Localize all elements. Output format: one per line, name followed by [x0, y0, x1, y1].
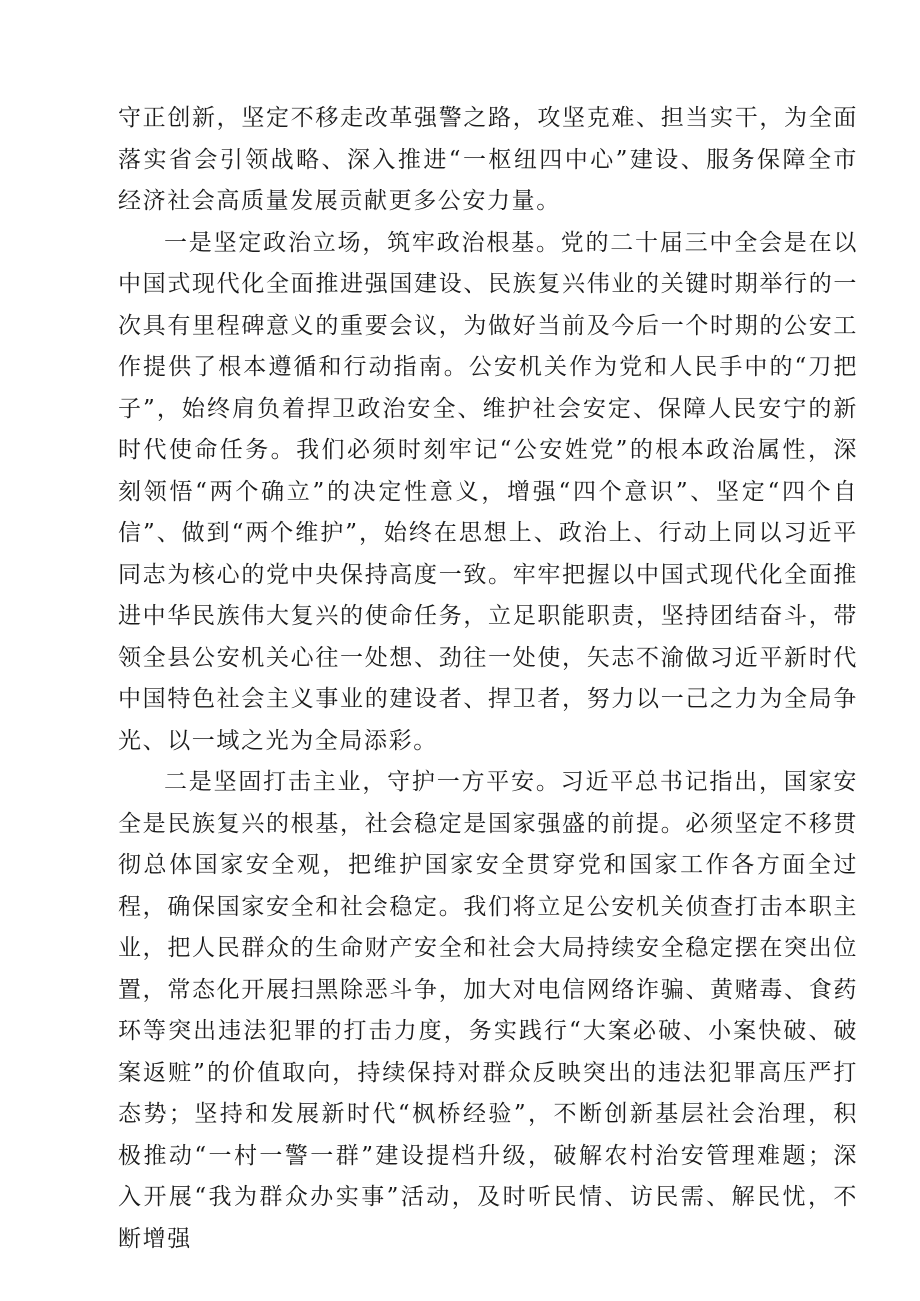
paragraph-continuation: 守正创新，坚定不移走改革强警之路，攻坚克难、担当实干，为全面落实省会引领战略、深入推进“一枢纽四中心”建设、服务保障全市经济社会高质量发展贡献更多公安力量。: [118, 105, 858, 214]
paragraph-crime-fighting: 二是坚固打击主业，守护一方平安。习近平总书记指出，国家安全是民族复兴的根基，社会稳定是国家强盛的前提。必须坚定不移贯彻总体国家安全观，把维护国家安全贯穿党和国家工作各方面全过程，确保国家安全和社会稳定。我们将立足公安机关侦查打击本职主业，把人民群众的生命财产安全和社会大局持续安全稳定摆在突出位置，常态化开展扫黑除恶斗争，加大对电信网络诈骗、黄赌毒、食药环等突出违法犯罪的打击力度，务实践行“大案必破、小案快破、破案返赃”的价值取向，持续保持对群众反映突出的违法犯罪高压严打态势；坚持和发展新时代“枫桥经验”，不断创新基层社会治理，积极推动“一村一警一群”建设提档升级，破解农村治安管理难题；深入开展“我为群众办实事”活动，及时听民情、访民需、解民忧，不断增强: [118, 769, 858, 1252]
document-body: [118, 98, 858, 1260]
paragraph-political-stance: 一是坚定政治立场，筑牢政治根基。党的二十届三中全会是在以中国式现代化全面推进强国建设、民族复兴伟业的关键时期举行的一次具有里程碑意义的重要会议，为做好当前及今后一个时期的公安工作提供了根本遵循和行动指南。公安机关作为党和人民手中的“刀把子”，始终肩负着捍卫政治安全、维护社会安定、保障人民安宁的新时代使命任务。我们必须时刻牢记“公安姓党”的根本政治属性，深刻领悟“两个确立”的决定性意义，增强“四个意识”、坚定“四个自信”、做到“两个维护”，始终在思想上、政治上、行动上同以习近平同志为核心的党中央保持高度一致。牢牢把握以中国式现代化全面推进中华民族伟大复兴的使命任务，立足职能职责，坚持团结奋斗，带领全县公安机关心往一处想、劲往一处使，矢志不渝做习近平新时代中国特色社会主义事业的建设者、捍卫者，努力以一己之力为全局争光、以一域之光为全局添彩。: [118, 229, 858, 754]
